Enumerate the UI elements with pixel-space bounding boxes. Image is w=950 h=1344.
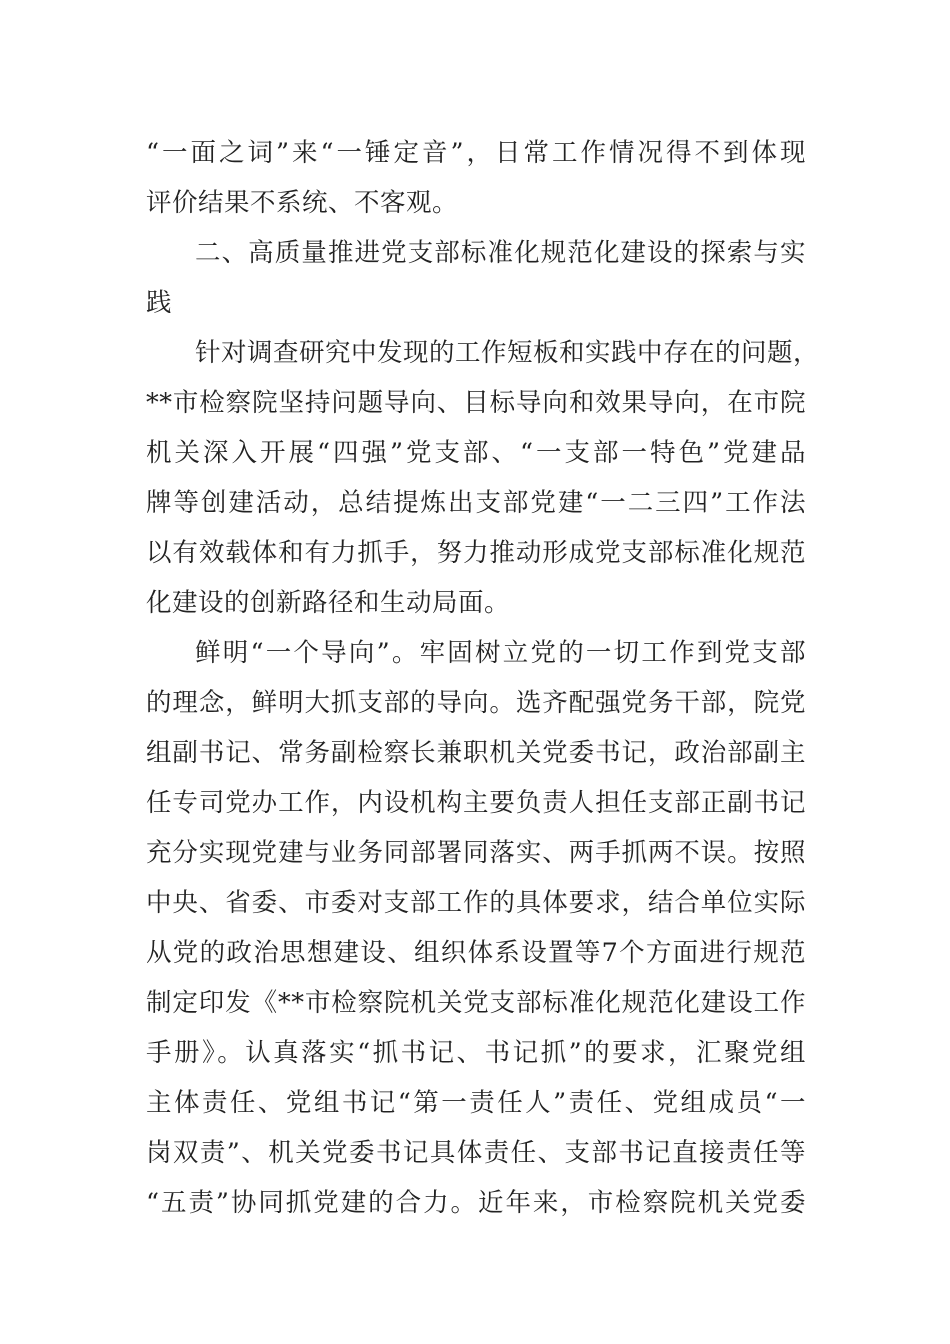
text-line: 中央、省委、市委对支部工作的具体要求，结合单位实际	[146, 888, 806, 918]
section-heading-line: 二、高质量推进党支部标准化规范化建设的探索与实	[195, 238, 806, 268]
text-line: 制定印发《**市检察院机关党支部标准化规范化建设工作	[146, 988, 806, 1018]
text-line: 充分实现党建与业务同部署同落实、两手抓两不误。按照	[146, 838, 806, 868]
text-line: “一面之词”来“一锤定音”，日常工作情况得不到体现	[146, 138, 806, 168]
text-line: 的理念，鲜明大抓支部的导向。选齐配强党务干部，院党	[146, 688, 806, 718]
section-heading-line: 践	[146, 288, 173, 318]
text-line: 组副书记、常务副检察长兼职机关党委书记，政治部副主	[146, 738, 806, 768]
text-line: 牌等创建活动，总结提炼出支部党建“一二三四”工作法	[146, 488, 806, 518]
text-line: **市检察院坚持问题导向、目标导向和效果导向，在市院	[146, 388, 806, 418]
text-line: 岗双责”、机关党委书记具体责任、支部书记直接责任等	[146, 1138, 806, 1168]
text-line: 手册》。认真落实“抓书记、书记抓”的要求，汇聚党组	[146, 1038, 806, 1068]
text-line: 机关深入开展“四强”党支部、“一支部一特色”党建品	[146, 438, 806, 468]
text-line: 主体责任、党组书记“第一责任人”责任、党组成员“一	[146, 1088, 806, 1118]
text-line: 任专司党办工作，内设机构主要负责人担任支部正副书记	[146, 788, 806, 818]
text-line: 鲜明“一个导向”。牢固树立党的一切工作到党支部	[195, 638, 806, 668]
text-line: 针对调查研究中发现的工作短板和实践中存在的问题，	[195, 338, 820, 368]
text-line: 从党的政治思想建设、组织体系设置等7个方面进行规范	[146, 938, 806, 968]
text-line: “五责”协同抓党建的合力。近年来，市检察院机关党委	[146, 1188, 806, 1218]
text-line: 评价结果不系统、不客观。	[146, 188, 459, 218]
text-line: 化建设的创新路径和生动局面。	[146, 588, 511, 618]
text-line: 以有效载体和有力抓手，努力推动形成党支部标准化规范	[146, 538, 806, 568]
